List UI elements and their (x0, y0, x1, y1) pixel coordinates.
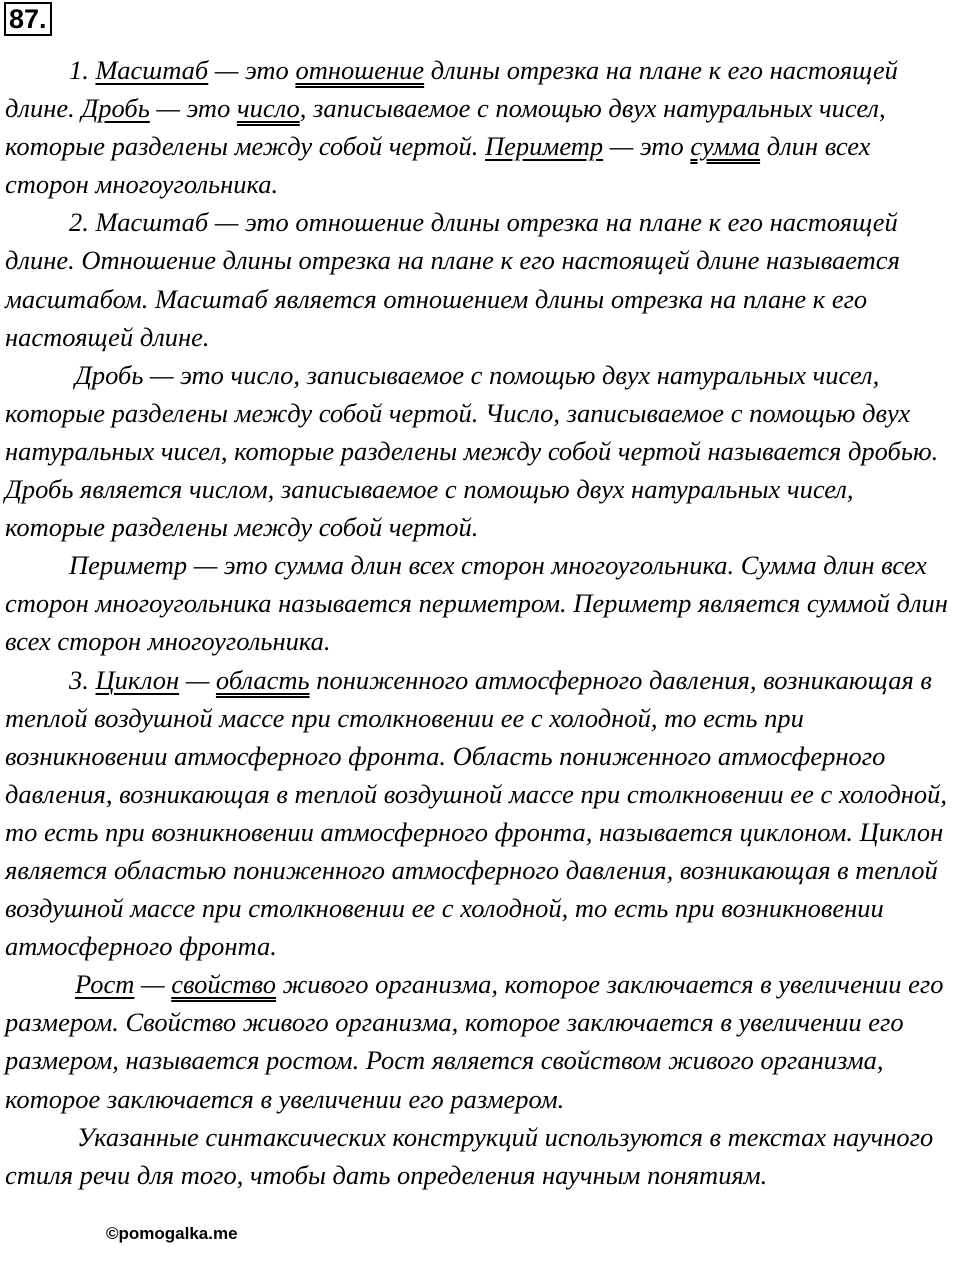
text-segment: пониженного атмосферного давления, возникающая в теплой воздушной массе при столкновении ее с холодной, то есть при возникновении атмосферного фронта. Область пониженного атмосферного давления, возникающая в теплой воздушной массе при столкновении ее с холодной, то есть при возникновении атмосферного фронта, называется циклоном. Циклон является областью пониженного атмосферного давления, возникающая в теплой воздушной массе при столкновении ее с холодной, то есть при возникновении атмосферного фронта. (5, 664, 947, 962)
text-segment: — (134, 969, 172, 1000)
answer-text (5, 51, 960, 1194)
text-segment: , записываемое с помощью двух натуральных чисел, которые разделены между собой чертой. (5, 93, 886, 162)
paragraph-scale: 2. Масштаб — это отношение длины отрезка на плане к его настоящей длине. Отношение длины отрезка на плане к его настоящей длине называется масштабом. Масштаб является отношением длины отрезка на плане к его настоящей длине. (5, 207, 900, 352)
paragraph-growth (5, 965, 960, 1117)
text-segment: длины отрезка на плане к его настоящей длине. (5, 55, 898, 124)
text-segment: — это (208, 55, 296, 85)
subject-word: Дробь (81, 93, 150, 124)
predicate-word: свойство (171, 969, 276, 1000)
paragraph-perimeter: Периметр — это сумма длин всех сторон многоугольника. Сумма длин всех сторон многоугольника называется периметром. Периметр является суммой длин всех сторон многоугольника. (5, 550, 948, 657)
text-segment: живого организма, которое заключается в увеличении его размером. Свойство живого организма, которое заключается в увеличении его размером, называется ростом. Рост является свойством живого организма, которое заключается в увеличении его размером. (5, 969, 944, 1114)
text-segment: 1. (69, 55, 96, 85)
predicate-word: область (215, 664, 310, 695)
predicate-word: число (236, 93, 300, 124)
subject-word: Периметр (485, 131, 604, 162)
text-segment: — это (603, 131, 691, 162)
subject-word: Масштаб (95, 55, 209, 85)
paragraph-conclusion: Указанные синтаксических конструкций используются в текстах научного стиля речи для того, чтобы дать определения научным понятиям. (5, 1121, 934, 1190)
text-segment: длин всех сторон многоугольника. (5, 131, 871, 200)
exercise-number: 87. (4, 2, 52, 36)
predicate-word: сумма (690, 131, 761, 162)
text-segment: 3. (69, 664, 96, 695)
text-segment: — это (149, 93, 237, 124)
paragraph-cyclone (5, 661, 960, 966)
paragraph-definitions (5, 51, 960, 203)
paragraph-fraction: Дробь — это число, записываемое с помощью двух натуральных чисел, которые разделены между собой чертой. Число, записываемое с помощью двух натуральных чисел, которые разделены между собой чертой называется дробью. Дробь является числом, записываемое с помощью двух натуральных чисел, которые разделены между собой чертой. (5, 359, 939, 543)
text-segment: — (179, 664, 216, 695)
watermark: ©pomogalka.me (106, 1224, 238, 1243)
predicate-word: отношение (295, 55, 425, 85)
subject-word: Циклон (95, 664, 180, 695)
subject-word: Рост (75, 969, 135, 1000)
